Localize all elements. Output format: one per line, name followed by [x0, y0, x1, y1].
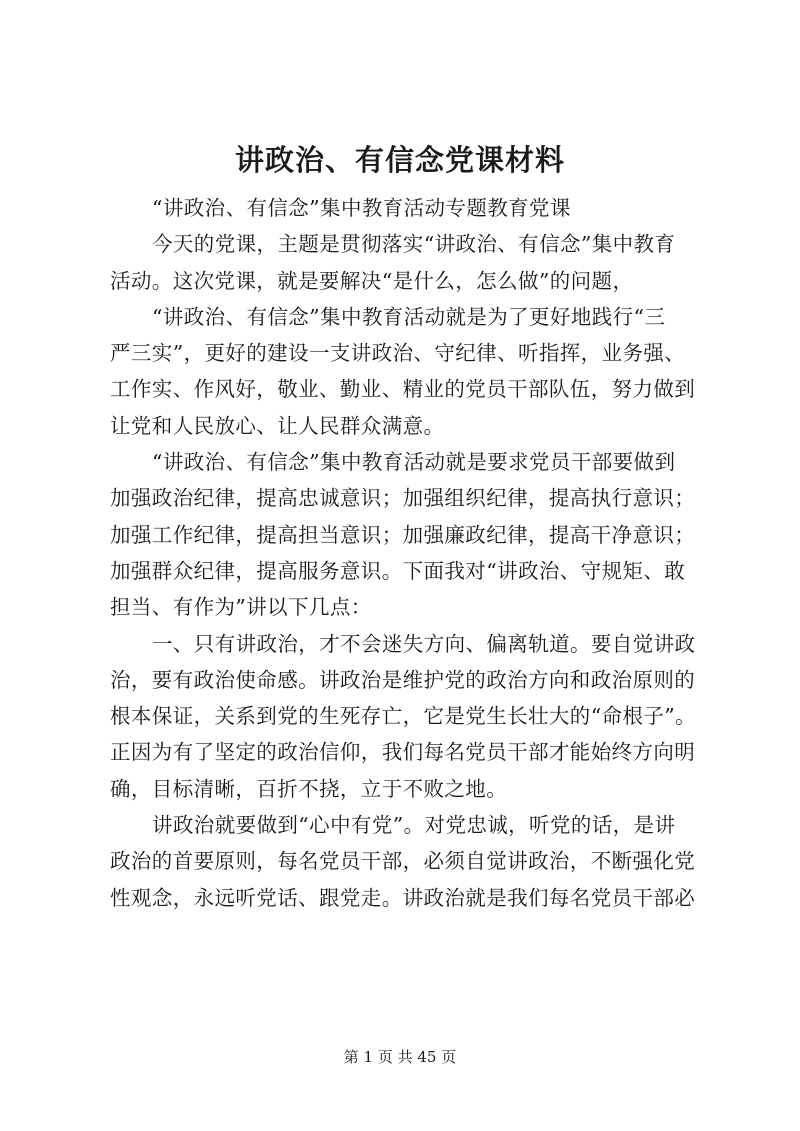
document-body	[110, 190, 710, 916]
paragraph-line: 工作实、作风好，敬业、勤业、精业的党员干部队伍，努力做到	[110, 377, 696, 402]
paragraph-line: 严三实”，更好的建设一支讲政治、守纪律、听指挥，业务强、	[110, 341, 686, 366]
paragraph-line: 正因为有了坚定的政治信仰，我们每名党员干部才能始终方向明	[110, 740, 696, 765]
paragraph-line: 政治的首要原则，每名党员干部，必须自觉讲政治，不断强化党	[110, 849, 696, 874]
document-title: 讲政治、有信念党课材料	[234, 143, 565, 177]
subtitle-line: “讲政治、有信念”集中教育活动专题教育党课	[152, 196, 571, 220]
paragraph-line: 加强工作纪律，提高担当意识；加强廉政纪律，提高干净意识；	[110, 522, 696, 547]
paragraph-line: 加强政治纪律，提高忠诚意识；加强组织纪律，提高执行意识；	[110, 486, 696, 511]
paragraph-line: 一、只有讲政治，才不会迷失方向、偏离轨道。要自觉讲政	[152, 631, 696, 656]
page-footer: 第 1 页 共 45 页	[343, 1048, 457, 1066]
paragraph-line: 治，要有政治使命感。讲政治是维护党的政治方向和政治原则的	[110, 667, 696, 692]
paragraph-line: “讲政治、有信念”集中教育活动就是要求党员干部要做到	[152, 450, 676, 475]
paragraph-line: 让党和人民放心、让人民群众满意。	[110, 413, 445, 438]
paragraph-line: 根本保证，关系到党的生死存亡，它是党生长壮大的“命根子”。	[110, 704, 697, 729]
paragraph-line: 担当、有作为”讲以下几点：	[110, 595, 372, 620]
paragraph-line: “讲政治、有信念”集中教育活动就是为了更好地践行“三	[152, 304, 666, 329]
paragraph-line: 讲政治就要做到“心中有党”。对党忠诚，听党的话，是讲	[152, 813, 676, 838]
paragraph-line: 确，目标清晰，百折不挠，立于不败之地。	[110, 776, 508, 801]
paragraph-line: 今天的党课，主题是贯彻落实“讲政治、有信念”集中教育	[152, 232, 676, 257]
paragraph-line: 加强群众纪律，提高服务意识。下面我对“讲政治、守规矩、敢	[110, 558, 686, 583]
paragraph-line: 活动。这次党课，就是要解决“是什么，怎么做”的问题，	[110, 268, 634, 293]
paragraph-line: 性观念，永远听党话、跟党走。讲政治就是我们每名党员干部必	[110, 885, 696, 910]
